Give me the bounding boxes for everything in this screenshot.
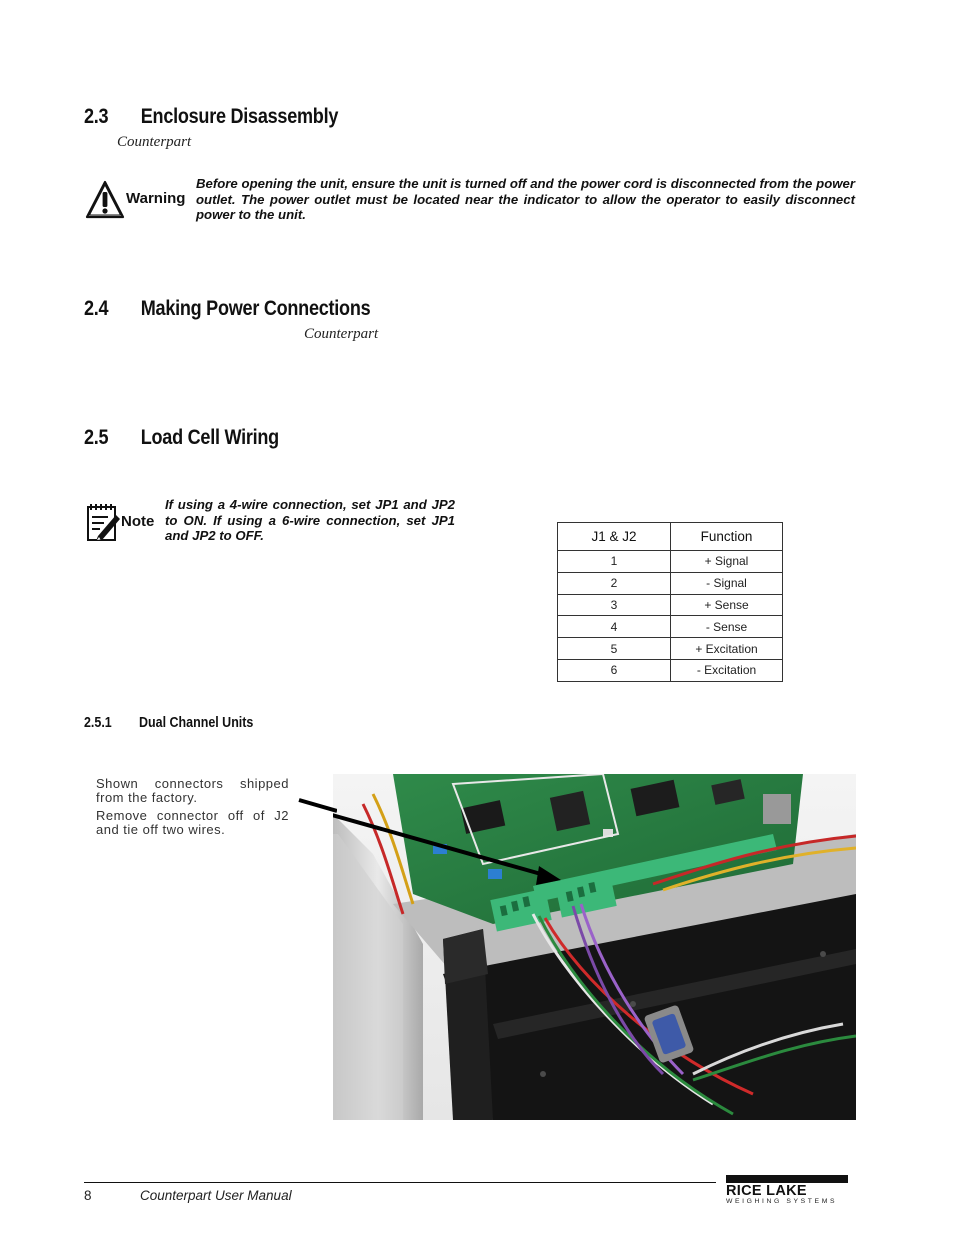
load-cell-pin-table xyxy=(557,522,783,682)
section-heading-2-5 xyxy=(84,426,279,450)
table-row xyxy=(558,659,783,681)
section-subtitle: Counterpart xyxy=(117,134,192,150)
footer-manual-title: Counterpart User Manual xyxy=(140,1188,292,1203)
table-cell-function: - Sense xyxy=(671,616,783,638)
table-cell-pin: 4 xyxy=(558,616,671,638)
section-title: Making Power Connections xyxy=(140,297,371,320)
table-cell-pin: 5 xyxy=(558,638,671,660)
table-cell-function: + Excitation xyxy=(671,638,783,660)
caption-line-1: Shown connectors shipped from the factory. xyxy=(96,776,289,805)
warning-triangle-icon xyxy=(85,180,125,220)
section-number: 2.4 xyxy=(84,297,109,320)
logo-sub-text: WEIGHING SYSTEMS xyxy=(726,1198,838,1205)
note-pencil-icon xyxy=(86,503,122,543)
note-label: Note xyxy=(121,513,155,530)
section-heading-2-3 xyxy=(84,105,338,129)
warning-label: Warning xyxy=(126,190,186,207)
photo-caption xyxy=(96,777,289,837)
table-cell-function: + Signal xyxy=(671,551,783,573)
table-row xyxy=(558,594,783,616)
footer-rule xyxy=(84,1182,716,1183)
table-cell-function: - Excitation xyxy=(671,659,783,681)
section-number: 2.3 xyxy=(84,105,109,128)
table-cell-pin: 3 xyxy=(558,594,671,616)
caption-line-2: Remove connector off of J2 and tie off two wires. xyxy=(96,808,289,837)
table-cell-pin: 6 xyxy=(558,659,671,681)
table-row xyxy=(558,572,783,594)
callout-arrow xyxy=(297,795,337,825)
table-cell-function: - Signal xyxy=(671,572,783,594)
table-header-cell: J1 & J2 xyxy=(558,523,671,551)
dual-channel-board-photo xyxy=(333,774,856,1120)
table-row xyxy=(558,638,783,660)
logo-bar xyxy=(726,1175,848,1183)
section-title: Enclosure Disassembly xyxy=(140,105,339,128)
rice-lake-logo xyxy=(726,1175,852,1207)
table-header-row xyxy=(558,523,783,551)
table-row xyxy=(558,551,783,573)
section-heading-2-4 xyxy=(84,297,370,321)
footer-page-number: 8 xyxy=(84,1188,92,1203)
subsection-heading-2-5-1 xyxy=(84,715,253,731)
section-title: Load Cell Wiring xyxy=(140,426,279,449)
warning-text: Before opening the unit, ensure the unit is turned off and the power cord is disconnected from the power outlet. The power outlet must be located near the indicator to allow the operator to easily disconnect power to the unit. xyxy=(196,176,855,223)
table-row xyxy=(558,616,783,638)
note-text: If using a 4-wire connection, set JP1 and JP2 to ON. If using a 6-wire connection, set JP1 and JP2 to OFF. xyxy=(165,497,455,544)
logo-main-text: RICE LAKE xyxy=(726,1183,807,1199)
table-header-cell: Function xyxy=(671,523,783,551)
subsection-number: 2.5.1 xyxy=(84,715,112,731)
section-subtitle: Counterpart xyxy=(304,326,379,342)
section-number: 2.5 xyxy=(84,426,109,449)
table-cell-function: + Sense xyxy=(671,594,783,616)
subsection-title: Dual Channel Units xyxy=(139,715,254,731)
table-cell-pin: 2 xyxy=(558,572,671,594)
table-cell-pin: 1 xyxy=(558,551,671,573)
